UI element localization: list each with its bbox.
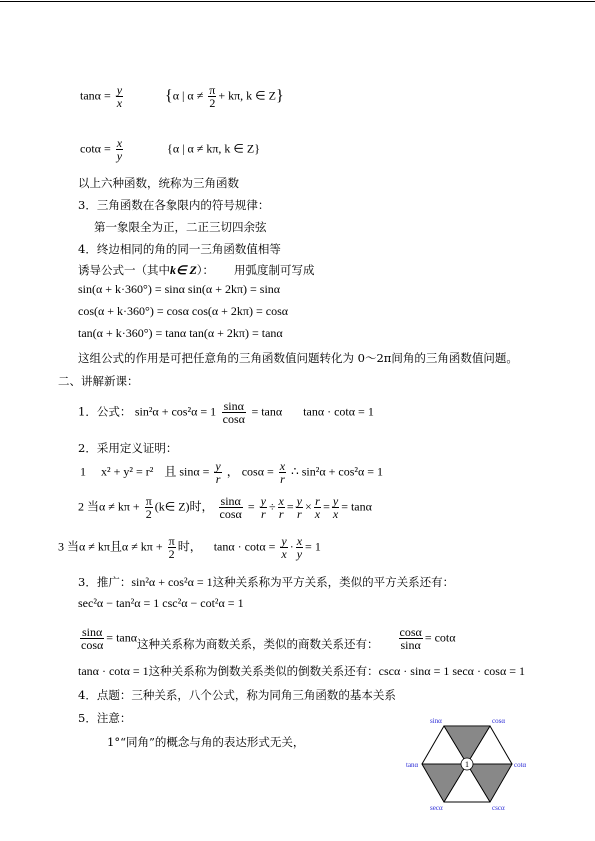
label-sec: secα bbox=[430, 804, 443, 812]
paragraph-note-1: 1°“同角”的概念与角的表达形式无关， bbox=[107, 735, 305, 749]
cot-domain: α | α ≠ kπ, k ∈ Z bbox=[172, 141, 255, 156]
formula-cos-period: cos(α + k·360°) = cosα cos(α + 2kπ) = cosα bbox=[78, 304, 289, 318]
formula-sin-period: sin(α + k·360°) = sinα sin(α + 2kπ) = sinα bbox=[78, 282, 281, 296]
proof-step-1: 1 x² + y² = r² 且 sinα = $\frac{y}{r}$ ， cosα = $\frac{x}{r}$ ∴ sin²α + cos²α = 1 bbox=[80, 459, 384, 486]
proof-step-2: 2 当α ≠ kπ + $\frac{\pi}{2}$ (k∈ Z)时， $\frac{\sin\alpha}{\cos\alpha}$ = $\frac{y}{r}$ ÷ $\frac{x}{r}$ = $\frac{y}{r}$ × $\frac{r}{x}$ = $\frac{y}{x}$ = tanα bbox=[78, 494, 372, 521]
tan-fraction: $\frac{y}{x}$ bbox=[116, 83, 123, 110]
label-csc: cscα bbox=[492, 804, 505, 812]
cot-lhs: cotα = bbox=[80, 141, 111, 156]
extension-square: 3．推广：sin²α + cos²α = 1这种关系称为平方关系，类似的平方关系还有： bbox=[78, 575, 455, 589]
reciprocal-identity: tanα · cotα = 1 bbox=[303, 404, 374, 419]
tan-domain-post: + kπ, k ∈ Z bbox=[218, 88, 276, 103]
triangle-lower-left bbox=[422, 764, 467, 802]
reciprocal-relations: tanα · cotα = 1这种关系称为倒数关系类似的倒数关系还有：cscα · sinα = 1 secα · cosα = 1 bbox=[78, 664, 525, 678]
paragraph-quadrants: 第一象限全为正，二正三切四余弦 bbox=[94, 220, 267, 234]
paragraph-same-terminal: 4．终边相同的角的同一三角函数值相等 bbox=[78, 242, 281, 256]
label-cos: cosα bbox=[492, 717, 505, 725]
triangle-lower-right bbox=[467, 764, 512, 802]
hexagon-svg bbox=[404, 716, 532, 812]
quotient-fraction: $\frac{\sin\alpha}{\cos\alpha}$ bbox=[222, 399, 245, 426]
page-top-border bbox=[0, 1, 595, 2]
section-heading: 二、讲解新课： bbox=[58, 374, 139, 388]
label-cot: cotα bbox=[514, 761, 527, 769]
pythagorean-identity: sin²α + cos²α = 1 bbox=[134, 404, 217, 419]
tan-domain-pre: α | α ≠ bbox=[172, 88, 204, 103]
tan-definition: tanα = $\frac{y}{x}$ {α | α ≠ $\frac{\pi}{2}$ + kπ, k ∈ Z} bbox=[80, 83, 284, 110]
induction-formula-title: 诱导公式一（其中k∈ Z）： 用弧度制可写成 bbox=[78, 263, 315, 277]
paragraph-note: 5．注意： bbox=[78, 711, 132, 725]
tan-lhs: tanα = bbox=[80, 88, 111, 103]
induction-condition: k∈ Z bbox=[170, 263, 197, 277]
square-relations: sec²α − tan²α = 1 csc²α − cot²α = 1 bbox=[78, 596, 244, 610]
cot-definition: cotα = $\frac{x}{y}$ {α | α ≠ kπ, k ∈ Z} bbox=[80, 136, 260, 163]
paragraph-six-functions: 以上六种函数，统称为三角函数 bbox=[78, 176, 239, 190]
formula-tan-period: tan(α + k·360°) = tanα tan(α + 2kπ) = tanα bbox=[78, 326, 283, 340]
paragraph-proof: 2．采用定义证明： bbox=[78, 441, 178, 455]
label-sin: sinα bbox=[430, 717, 442, 725]
center-label: 1 bbox=[465, 760, 469, 769]
label-tan: tanα bbox=[406, 761, 419, 769]
paragraph-formula-use: 这组公式的作用是可把任意角的三角函数值问题转化为 0～2π间角的三角函数值问题。 bbox=[78, 351, 518, 365]
cot-fraction: $\frac{x}{y}$ bbox=[116, 136, 123, 163]
basic-formulas: 1．公式： sin²α + cos²α = 1 $\frac{\sin\alpha}{\cos\alpha}$ = tanα tanα · cotα = 1 bbox=[78, 399, 374, 426]
quotient-relations: $\frac{\sin\alpha}{\cos\alpha}$ = tanα这种关系称为商数关系，类似的商数关系还有： $\frac{\cos\alpha}{\sin\alpha}$ = cotα bbox=[81, 625, 456, 652]
tan-domain-fraction: $\frac{\pi}{2}$ bbox=[209, 83, 216, 110]
paragraph-sign-rule: 3．三角函数在各象限内的符号规律： bbox=[78, 198, 270, 212]
paragraph-summary: 4．点题：三种关系，八个公式，称为同角三角函数的基本关系 bbox=[78, 688, 396, 702]
proof-step-3: 3 当α ≠ kπ且α ≠ kπ + $\frac{\pi}{2}$ 时， tanα · cotα = $\frac{y}{x}$ · $\frac{x}{y}$ = 1 bbox=[58, 534, 321, 561]
trig-hexagon-diagram bbox=[404, 716, 532, 812]
